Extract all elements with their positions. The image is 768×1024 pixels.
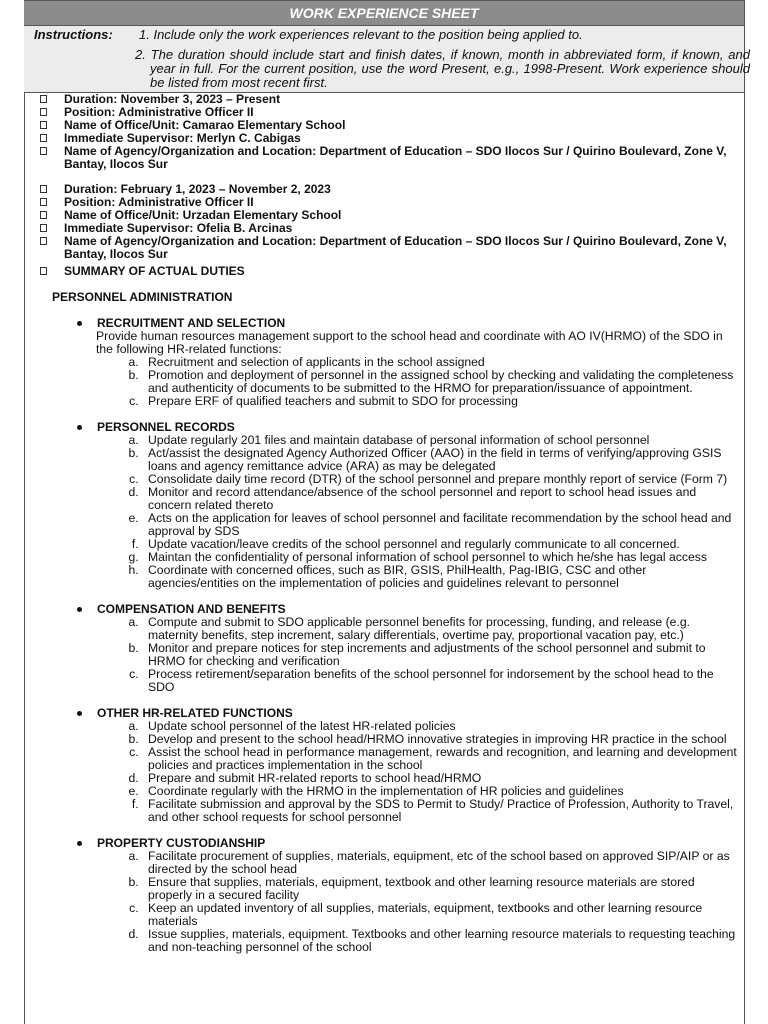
list-item: f. Facilitate submission and approval by the SDS to Permit to Study/ Practice of Profession, Authority to Travel, and other school requests for school personnel <box>142 798 740 824</box>
list-item: e. Acts on the application for leaves of school personnel and facilitate recommendation by the school head and approval by SDS <box>142 512 740 538</box>
list-item: a. Compute and submit to SDO applicable personnel benefits for processing, funding, and release (e.g. maternity benefits, step increment, salary differentials, overtime pay, proportional vacation pay, etc.) <box>142 616 740 642</box>
list-item: f. Update vacation/leave credits of the school personnel and regularly communicate to all concerned. <box>142 538 740 551</box>
list-item: a. Recruitment and selection of applicants in the school assigned <box>142 356 740 369</box>
checkbox-icon <box>40 198 47 206</box>
experience-agency: Name of Agency/Organization and Location: Department of Education – SDO Ilocos Sur / Quirino Boulevard, Zone V, Bantay, Ilocos Sur <box>40 235 740 261</box>
checkbox-icon <box>40 95 47 103</box>
duty-list <box>97 616 740 694</box>
instructions-label: Instructions: <box>34 27 113 42</box>
list-item: a. Update school personnel of the latest HR-related policies <box>142 720 740 733</box>
checkbox-icon <box>40 121 47 129</box>
subsection-heading: PROPERTY CUSTODIANSHIP <box>97 836 266 850</box>
duty-list <box>97 720 740 824</box>
experience-supervisor: Immediate Supervisor: Ofelia B. Arcinas <box>40 222 740 235</box>
list-item: b. Ensure that supplies, materials, equipment, textbook and other learning resource materials are stored properly in a secured facility <box>142 876 740 902</box>
subsection-heading: OTHER HR-RELATED FUNCTIONS <box>97 706 293 720</box>
bullet-icon <box>77 425 82 430</box>
subsection-recruitment <box>97 317 740 408</box>
list-item: h. Coordinate with concerned offices, such as BIR, GSIS, PhilHealth, Pag-IBIG, CSC and other agencies/entities on the implementation of policies and guidelines relevant to personnel <box>142 564 740 590</box>
checkbox-icon <box>40 147 47 155</box>
instruction-1: 1. Include only the work experiences relevant to the position being applied to. <box>139 27 583 42</box>
subsection-heading: RECRUITMENT AND SELECTION <box>97 316 286 330</box>
experience-position: Position: Administrative Officer II <box>40 106 740 119</box>
duty-list <box>97 434 740 590</box>
list-item: d. Prepare and submit HR-related reports to school head/HRMO <box>142 772 740 785</box>
checkbox-icon <box>40 185 47 193</box>
checkbox-icon <box>40 211 47 219</box>
summary-label: SUMMARY OF ACTUAL DUTIES <box>40 265 740 278</box>
list-item: a. Facilitate procurement of supplies, materials, equipment, etc of the school based on approved SIP/AIP or as directed by the school head <box>142 850 740 876</box>
list-item: c. Prepare ERF of qualified teachers and submit to SDO for processing <box>142 395 740 408</box>
list-item: g. Maintan the confidentiality of personal information of school personnel to which he/she has legal access <box>142 551 740 564</box>
subsection-heading: PERSONNEL RECORDS <box>97 420 235 434</box>
subsection-compensation <box>97 603 740 694</box>
list-item: b. Monitor and prepare notices for step increments and adjustments of the school personnel and submit to HRMO for checking and verification <box>142 642 740 668</box>
instruction-2: 2. The duration should include start and finish dates, if known, month in abbreviated form, if known, and year in full. For the current position, use the word Present, e.g., 1998-Present. Work experience should be listed from most recent first. <box>135 47 750 90</box>
duty-list <box>97 850 740 954</box>
checkbox-icon <box>40 108 47 116</box>
list-item: d. Monitor and record attendance/absence of the school personnel and report to school head issues and concern related thereto <box>142 486 740 512</box>
list-item: c. Keep an updated inventory of all supplies, materials, equipment, textbooks and other learning resource materials <box>142 902 740 928</box>
list-item: a. Update regularly 201 files and maintain database of personal information of school personnel <box>142 434 740 447</box>
experience-2 <box>40 183 740 261</box>
list-item: b. Develop and present to the school head/HRMO innovative strategies in improving HR practice in the school <box>142 733 740 746</box>
experience-supervisor: Immediate Supervisor: Merlyn C. Cabigas <box>40 132 740 145</box>
experience-office: Name of Office/Unit: Camarao Elementary School <box>40 119 740 132</box>
list-item: c. Assist the school head in performance management, rewards and recognition, and learning and development policies and practices implementation in the school <box>142 746 740 772</box>
experience-duration: Duration: February 1, 2023 – November 2, 2023 <box>40 183 740 196</box>
checkbox-icon <box>40 224 47 232</box>
duty-list <box>97 356 740 408</box>
page-title: WORK EXPERIENCE SHEET <box>289 5 479 21</box>
list-item: e. Coordinate regularly with the HRMO in the implementation of HR policies and guidelines <box>142 785 740 798</box>
subsection-other-hr <box>97 707 740 824</box>
list-item: d. Issue supplies, materials, equipment. Textbooks and other learning resource materials to requesting teaching and non-teaching personnel of the school <box>142 928 740 954</box>
experience-duration: Duration: November 3, 2023 – Present <box>40 93 740 106</box>
subsection-personnel-records <box>97 421 740 590</box>
bullet-icon <box>77 841 82 846</box>
list-item: b. Promotion and deployment of personnel in the assigned school by checking and validating the completeness and authenticity of documents to be submitted to the HRMO for preparation/issuance of appointment. <box>142 369 740 395</box>
bullet-icon <box>77 607 82 612</box>
subsection-intro: Provide human resources management support to the school head and coordinate with AO IV(HRMO) of the SDO in the following HR-related functions: <box>96 329 723 356</box>
bullet-icon <box>77 711 82 716</box>
checkbox-icon <box>40 237 47 245</box>
checkbox-icon <box>40 267 47 275</box>
checkbox-icon <box>40 134 47 142</box>
subsection-property <box>97 837 740 954</box>
experience-position: Position: Administrative Officer II <box>40 196 740 209</box>
list-item: c. Process retirement/separation benefits of the school personnel for indorsement by the school head to the SDO <box>142 668 740 694</box>
experience-agency: Name of Agency/Organization and Location: Department of Education – SDO Ilocos Sur / Quirino Boulevard, Zone V, Bantay, Ilocos Sur <box>40 145 740 171</box>
title-bar <box>24 0 744 26</box>
document-content <box>40 93 740 954</box>
instructions-box <box>24 26 750 93</box>
subsection-heading: COMPENSATION AND BENEFITS <box>97 602 286 616</box>
bullet-icon <box>77 321 82 326</box>
list-item: b. Act/assist the designated Agency Authorized Officer (AAO) in the field in terms of verifying/approving GSIS loans and agency remittance advice (ARA) as may be delegated <box>142 447 740 473</box>
list-item: c. Consolidate daily time record (DTR) of the school personnel and prepare monthly report of service (Form 7) <box>142 473 740 486</box>
experience-1 <box>40 93 740 171</box>
section-title: PERSONNEL ADMINISTRATION <box>52 290 233 304</box>
experience-office: Name of Office/Unit: Urzadan Elementary School <box>40 209 740 222</box>
